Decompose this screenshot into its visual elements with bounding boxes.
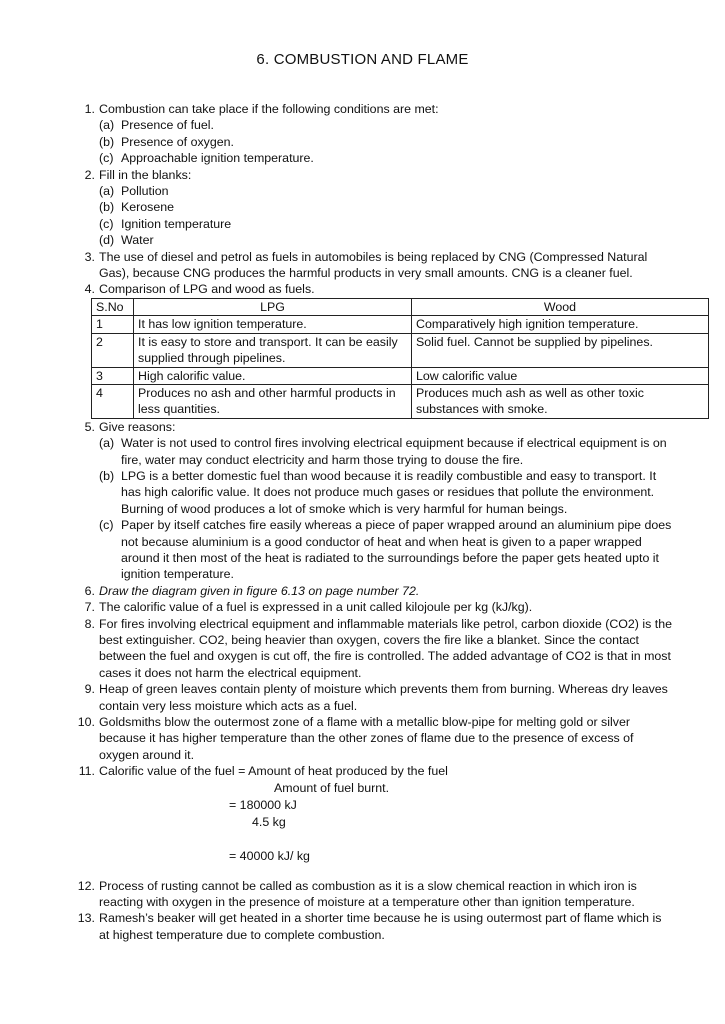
list-item bbox=[84, 616, 675, 682]
item-number: 10. bbox=[77, 715, 95, 730]
column-header: LPG bbox=[134, 298, 412, 315]
item-number: 12. bbox=[77, 878, 95, 893]
sub-item bbox=[99, 517, 675, 583]
item-text: The calorific value of a fuel is expressed in a unit called kilojoule per kg (kJ/kg). bbox=[99, 600, 533, 615]
page-title: 6. COMBUSTION AND FLAME bbox=[256, 51, 469, 68]
sub-label: (a) bbox=[99, 436, 115, 451]
item-number: 5. bbox=[84, 419, 95, 434]
item-number: 8. bbox=[84, 616, 95, 631]
sub-item bbox=[99, 199, 675, 215]
list-item bbox=[84, 281, 675, 418]
sub-item bbox=[99, 232, 675, 248]
table-cell: It has low ignition temperature. bbox=[134, 316, 412, 333]
sub-text: LPG is a better domestic fuel than wood because it is readily combustible and easy to transport. It has high calorific value. It does not produce much gases or residues that pollute the environment. Burning of wood produces a lot of smoke which is very harmful for human beings. bbox=[121, 468, 657, 516]
answer-list bbox=[77, 101, 675, 943]
sub-text: Approachable ignition temperature. bbox=[121, 151, 314, 166]
item-text: Give reasons: bbox=[99, 419, 176, 434]
list-item bbox=[84, 583, 675, 599]
item-text: Draw the diagram given in figure 6.13 on page number 72. bbox=[99, 583, 420, 598]
list-item bbox=[84, 101, 675, 167]
sub-label: (c) bbox=[99, 151, 114, 166]
column-header: Wood bbox=[412, 298, 709, 315]
sub-item bbox=[99, 468, 675, 517]
item-text: For fires involving electrical equipment and inflammable materials like petrol, carbon dioxide (CO2) is the best extinguisher. CO2, being heavier than oxygen, covers the fire like a blanket. Since the contact between the fuel and oxygen is cut off, the fire is controlled. The added advantage of CO2 is that in most cases it does not harm the electrical equipment. bbox=[99, 616, 672, 680]
list-item bbox=[84, 249, 675, 282]
sub-label: (b) bbox=[99, 200, 115, 215]
sub-text: Presence of oxygen. bbox=[121, 134, 234, 149]
sub-label: (a) bbox=[99, 118, 115, 133]
item-number: 3. bbox=[84, 249, 95, 264]
calc-result: = 40000 kJ/ kg bbox=[229, 848, 310, 863]
item-number: 1. bbox=[84, 102, 95, 116]
item-text: Combustion can take place if the following conditions are met: bbox=[99, 102, 439, 116]
item-number: 6. bbox=[84, 583, 95, 598]
sub-text: Water bbox=[121, 233, 154, 248]
calc-denominator: Amount of fuel burnt. bbox=[274, 780, 390, 795]
table-cell: Comparatively high ignition temperature. bbox=[412, 316, 709, 333]
table-cell: Low calorific value bbox=[412, 367, 709, 384]
sub-text: Pollution bbox=[121, 184, 169, 199]
table-header-row bbox=[92, 298, 709, 315]
table-row bbox=[92, 384, 709, 418]
list-item bbox=[77, 910, 675, 943]
list-item bbox=[84, 599, 675, 615]
sub-label: (a) bbox=[99, 184, 115, 199]
sub-label: (c) bbox=[99, 518, 114, 533]
sub-text: Ignition temperature bbox=[121, 216, 232, 231]
item-text: Fill in the blanks: bbox=[99, 167, 192, 182]
comparison-table bbox=[91, 298, 709, 419]
sub-label: (d) bbox=[99, 233, 115, 248]
item-text: The use of diesel and petrol as fuels in automobiles is being replaced by CNG (Compressed Natural Gas), because CNG produces the harmful products in very small amounts. CNG is a cleaner fuel. bbox=[99, 249, 648, 281]
table-cell: Produces much ash as well as other toxic substances with smoke. bbox=[412, 384, 709, 418]
sub-label: (c) bbox=[99, 216, 114, 231]
sub-list bbox=[99, 117, 675, 166]
item-text: Heap of green leaves contain plenty of moisture which prevents them from burning. Whereas dry leaves contain very less moisture which acts as a fuel. bbox=[99, 682, 668, 713]
column-header: S.No bbox=[92, 298, 134, 315]
list-item bbox=[84, 167, 675, 249]
sub-item bbox=[99, 117, 675, 133]
table-row bbox=[92, 333, 709, 367]
sub-text: Paper by itself catches fire easily whereas a piece of paper wrapped around an aluminium pipe does not because aluminium is a good conductor of heat and when heat is given to a paper wrapped around it then most of the heat is radiated to the surroundings before the paper gets heated upto it ignition temperature. bbox=[121, 518, 672, 582]
item-number: 2. bbox=[84, 167, 95, 182]
table-row bbox=[92, 316, 709, 333]
sub-list bbox=[99, 435, 675, 583]
calculation-block bbox=[99, 780, 675, 878]
item-text: Comparison of LPG and wood as fuels. bbox=[99, 282, 315, 297]
table-cell: 1 bbox=[92, 316, 134, 333]
item-text: Calorific value of the fuel = Amount of heat produced by the fuel bbox=[99, 764, 448, 779]
sub-list bbox=[99, 183, 675, 249]
calc-line-denominator: 4.5 kg bbox=[252, 814, 286, 829]
item-number: 13. bbox=[77, 911, 95, 926]
item-number: 9. bbox=[84, 682, 95, 697]
list-item bbox=[77, 878, 675, 911]
item-number: 4. bbox=[84, 282, 95, 297]
table-cell: High calorific value. bbox=[134, 367, 412, 384]
list-item bbox=[77, 714, 675, 763]
table-cell: Produces no ash and other harmful products in less quantities. bbox=[134, 384, 412, 418]
calc-line: = 180000 kJ bbox=[229, 797, 297, 812]
sub-text: Presence of fuel. bbox=[121, 118, 214, 133]
list-item bbox=[84, 419, 675, 583]
sub-item bbox=[99, 150, 675, 166]
table-cell: 3 bbox=[92, 367, 134, 384]
sub-label: (b) bbox=[99, 468, 115, 483]
item-text: Ramesh’s beaker will get heated in a shorter time because he is using outermost part of flame which is at highest temperature due to complete combustion. bbox=[99, 911, 662, 942]
sub-item bbox=[99, 216, 675, 232]
sub-text: Water is not used to control fires involving electrical equipment because if electrical equipment is on fire, water may conduct electricity and harm those trying to douse the fire. bbox=[121, 436, 667, 467]
item-number: 7. bbox=[84, 600, 95, 615]
sub-item bbox=[99, 134, 675, 150]
sub-text: Kerosene bbox=[121, 200, 175, 215]
table-row bbox=[92, 367, 709, 384]
table-cell: 2 bbox=[92, 333, 134, 367]
table-cell: Solid fuel. Cannot be supplied by pipelines. bbox=[412, 333, 709, 367]
list-item bbox=[84, 681, 675, 714]
item-text: Process of rusting cannot be called as combustion as it is a slow chemical reaction in which iron is reacting with oxygen in the presence of moisture at a temperature other than ignition temperature. bbox=[99, 878, 637, 910]
table-cell: It is easy to store and transport. It can be easily supplied through pipelines. bbox=[134, 333, 412, 367]
item-text: Goldsmiths blow the outermost zone of a flame with a metallic blow-pipe for melting gold or silver because it has higher temperature than the other zones of flame due to the presence of excess of oxygen around it. bbox=[99, 715, 634, 762]
table-cell: 4 bbox=[92, 384, 134, 418]
item-number: 11. bbox=[78, 764, 95, 779]
sub-item bbox=[99, 435, 675, 468]
sub-label: (b) bbox=[99, 134, 115, 149]
sub-item bbox=[99, 183, 675, 199]
list-item bbox=[78, 763, 675, 877]
